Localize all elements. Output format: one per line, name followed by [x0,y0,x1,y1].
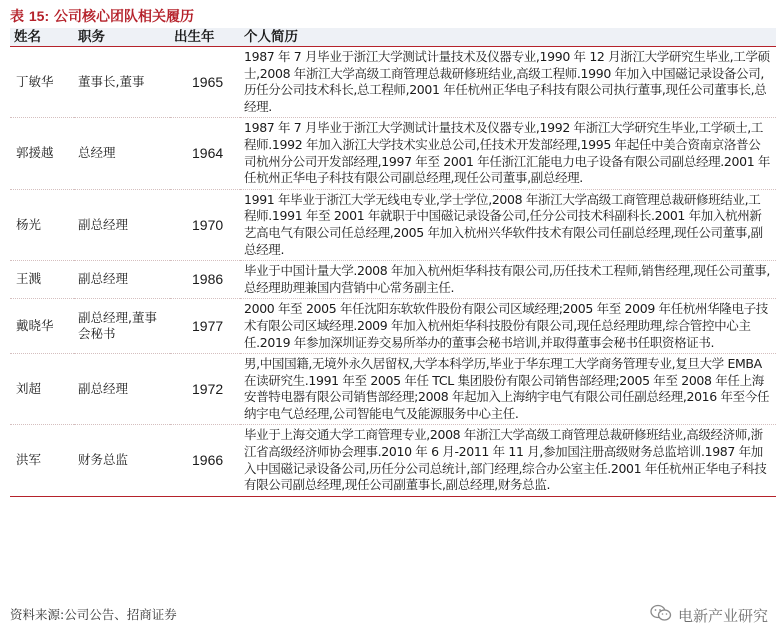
cell-birth-year: 1966 [192,452,224,469]
table-title-prefix: 表 [10,9,29,25]
header-birth-year: 出生年 [170,28,240,47]
cell-name: 洪军 [16,452,42,468]
cell-birth-year: 1964 [192,145,224,162]
table-row [10,118,776,189]
cell-bio: 1987 年 7 月毕业于浙江大学测试计量技术及仪器专业,1992 年浙江大学研究生毕业,工学硕士,工程师.1992 年加入浙江大学技术实业总公司,任技术开发部经理,1995 年起任中美合资南京洛普公司杭州分公司开发部经理,1997 年至 2001 年任浙江汇能电力电子设备有限公司副总经理.2001 年任杭州正华电子科技有限公司副总经理,现任公司董事,副总经理. [244,120,771,186]
cell-name: 戴晓华 [16,317,54,333]
wechat-icon [650,604,672,626]
cell-bio: 毕业于中国计量大学.2008 年加入杭州炬华科技有限公司,历任技术工程师,销售经理,现任公司董事,总经理助理兼国内营销中心常务副主任. [244,263,771,295]
table-title-text: 公司核心团队相关履历 [49,9,194,25]
cell-position: 副总经理 [78,380,129,396]
watermark [650,604,768,626]
cell-bio: 1991 年毕业于浙江大学无线电专业,学士学位,2008 年浙江大学高级工商管理总裁研修班结业,工程师.1991 年至 2001 年就职于中国磁记录设备公司,任分公司技术科副科长.2001 年加入杭州新艺高电气有限公司任总经理,2005 年加入杭州兴华软件技术有限公司任副总经理,现任公司董事,副总经理. [244,191,763,257]
table-row [10,299,776,354]
cell-name: 丁敏华 [16,73,54,89]
team-table [10,28,776,497]
cell-birth-year: 1965 [192,73,224,90]
cell-position: 董事长,董事 [78,73,145,89]
cell-position: 副总经理 [78,271,129,287]
cell-name: 郭援越 [16,145,54,161]
cell-bio: 毕业于上海交通大学工商管理专业,2008 年浙江大学高级工商管理总裁研修班结业,高级经济师,浙江省高级经济师协会理事.2010 年 6 月-2011 年 11 月,参加国注册高级财务总监培训.1987 年加入中国磁记录设备公司,历任分公司总统计,部门经理,综合办公室主任.2001 年任杭州正华电子科技有限公司副总经理,现任公司副董事长,副总经理,财务总监. [244,427,767,493]
table-row [10,261,776,299]
table-row [10,354,776,425]
table-row [10,425,776,496]
cell-birth-year: 1970 [192,216,224,233]
header-bio: 个人简历 [240,28,776,47]
table-row [10,47,776,118]
cell-name: 王溅 [16,271,42,287]
cell-bio: 2000 年至 2005 年任沈阳东软软件股份有限公司区域经理;2005 年至 2009 年任杭州华隆电子技术有限公司区域经理.2009 年加入杭州炬华科技股份有限公司,现任总经理助理,综合管控中心主任.2019 年参加深圳证券交易所举办的董事会秘书培训,并取得董事会秘书任职资格证书. [244,301,768,350]
cell-bio: 1987 年 7 月毕业于浙江大学测试计量技术及仪器专业,1990 年 12 月浙江大学研究生毕业,工学硕士,2008 年浙江大学高级工商管理总裁研修班结业,高级工程师.1990 年加入中国磁记录设备公司,历任分公司技术科长,总工程师,2001 年任杭州正华电子科技有限公司执行董事,现任公司董事长,总经理. [244,49,770,114]
cell-birth-year: 1972 [192,380,224,397]
cell-bio: 男,中国国籍,无境外永久居留权,大学本科学历,毕业于华东理工大学商务管理专业,复旦大学 EMBA 在读研究生.1991 年至 2005 年任 TCL 集团股份有限公司销售部经理;2005 年至 2008 年任上海安普特电器有限公司销售部经理;2008 年起加入上海纳宇电气有限公司任副总经理,2016 年至今任纳宇电气总经理,公司智能电气及能源服务中心主任. [244,356,770,421]
cell-name: 刘超 [16,380,42,396]
table-row [10,189,776,260]
table-header-row [10,28,776,47]
cell-name: 杨光 [16,216,42,232]
header-name: 姓名 [10,28,74,47]
cell-position: 总经理 [78,145,116,161]
source-note: 资料来源:公司公告、招商证券 [10,607,177,622]
watermark-text: 电新产业研究 [677,606,768,625]
table-title-number: 15: [28,8,50,24]
cell-position: 副总经理,董事会秘书 [78,309,157,342]
cell-birth-year: 1986 [192,271,224,288]
cell-position: 财务总监 [78,452,129,468]
header-position: 职务 [74,28,170,47]
cell-position: 副总经理 [78,216,129,232]
table-title [10,6,194,26]
cell-birth-year: 1977 [192,317,224,334]
